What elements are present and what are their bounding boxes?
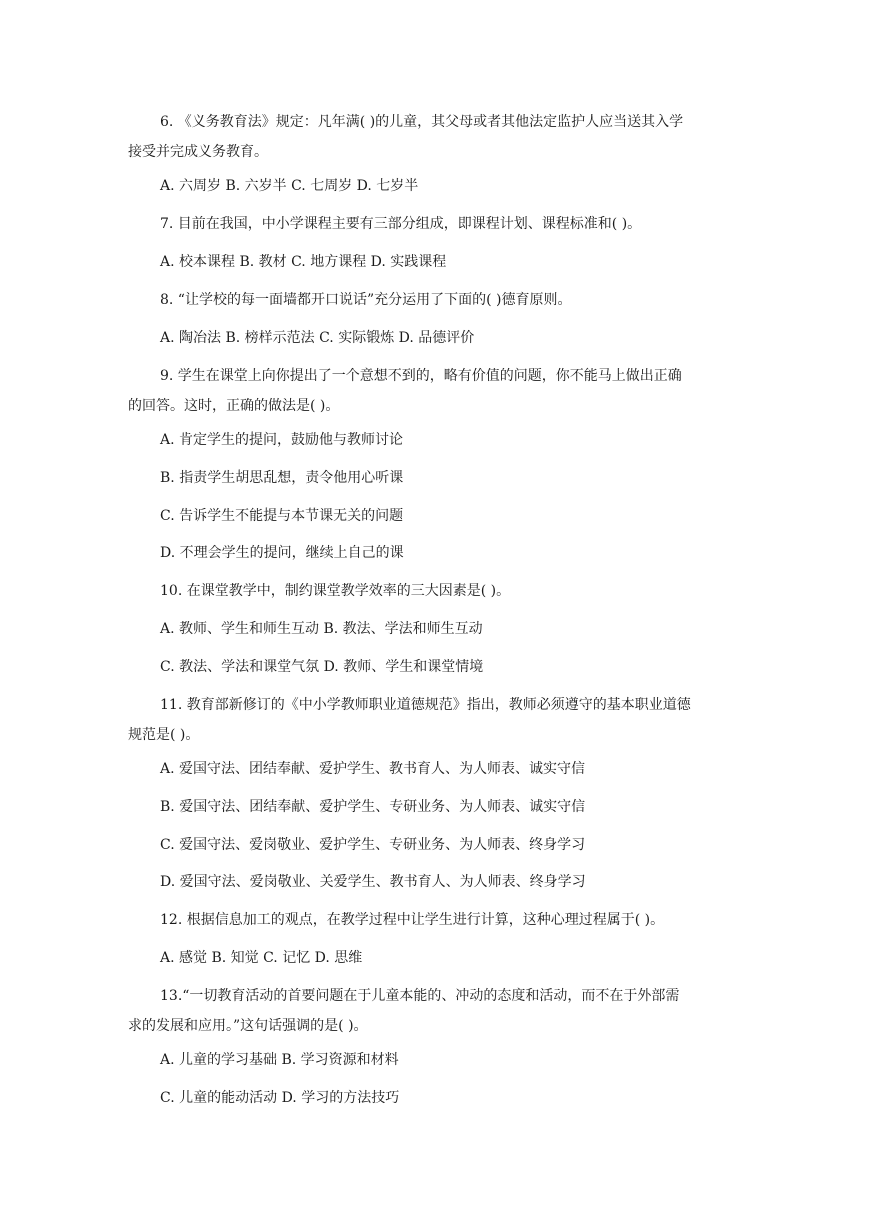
question-8-options: A. 陶冶法 B. 榜样示范法 C. 实际锻炼 D. 品德评价	[160, 330, 475, 346]
question-stem-line: 求的发展和应用。”这句话强调的是( )。	[128, 1018, 368, 1034]
question-10-options-ab: A. 教师、学生和师生互动 B. 教法、学法和师生互动	[160, 621, 483, 637]
question-7-stem: 7. 目前在我国，中小学课程主要有三部分组成，即课程计划、课程标准和( )。	[160, 216, 642, 232]
question-6-stem	[128, 107, 740, 167]
question-stem-line: 6. 《义务教育法》规定：凡年满( )的儿童，其父母或者其他法定监护人应当送其入学	[160, 114, 684, 130]
question-stem-line: 接受并完成义务教育。	[128, 144, 268, 160]
question-13-options-ab: A. 儿童的学习基础 B. 学习资源和材料	[160, 1052, 399, 1068]
question-11-option-b: B. 爱国守法、团结奉献、爱护学生、专研业务、为人师表、诚实守信	[160, 799, 586, 815]
question-9-option-b: B. 指责学生胡思乱想，责令他用心听课	[160, 470, 404, 486]
question-12-stem: 12. 根据信息加工的观点，在教学过程中让学生进行计算，这种心理过程属于( )。	[160, 912, 665, 928]
question-11-stem	[128, 690, 740, 750]
question-10-options-cd: C. 教法、学法和课堂气氛 D. 教师、学生和课堂情境	[160, 659, 484, 675]
question-stem-line: 9. 学生在课堂上向你提出了一个意想不到的，略有价值的问题，你不能马上做出正确	[160, 368, 682, 384]
question-12-options: A. 感觉 B. 知觉 C. 记忆 D. 思维	[160, 950, 363, 966]
question-7-options: A. 校本课程 B. 教材 C. 地方课程 D. 实践课程	[160, 254, 447, 270]
question-stem-line: 的回答。这时，正确的做法是( )。	[128, 398, 340, 414]
question-stem-line: 13.“一切教育活动的首要问题在于儿童本能的、冲动的态度和活动，而不在于外部需	[160, 988, 680, 1004]
question-10-stem: 10. 在课堂教学中，制约课堂教学效率的三大因素是( )。	[160, 583, 511, 599]
question-stem-line: 11. 教育部新修订的《中小学教师职业道德规范》指出，教师必须遵守的基本职业道德	[160, 697, 691, 713]
question-11-option-d: D. 爱国守法、爱岗敬业、关爱学生、教书育人、为人师表、终身学习	[160, 874, 586, 890]
question-9-stem	[128, 361, 740, 421]
question-13-stem	[128, 981, 740, 1041]
question-11-option-c: C. 爱国守法、爱岗敬业、爱护学生、专研业务、为人师表、终身学习	[160, 837, 586, 853]
question-6-options: A. 六周岁 B. 六岁半 C. 七周岁 D. 七岁半	[160, 178, 419, 194]
question-11-option-a: A. 爱国守法、团结奉献、爱护学生、教书育人、为人师表、诚实守信	[160, 761, 586, 777]
question-9-option-d: D. 不理会学生的提问，继续上自己的课	[160, 545, 404, 561]
question-13-options-cd: C. 儿童的能动活动 D. 学习的方法技巧	[160, 1090, 400, 1106]
question-8-stem: 8. “让学校的每一面墙都开口说话”充分运用了下面的( )德育原则。	[160, 292, 572, 308]
question-9-option-c: C. 告诉学生不能提与本节课无关的问题	[160, 508, 404, 524]
question-stem-line: 规范是( )。	[128, 727, 200, 743]
question-9-option-a: A. 肯定学生的提问，鼓励他与教师讨论	[160, 432, 404, 448]
